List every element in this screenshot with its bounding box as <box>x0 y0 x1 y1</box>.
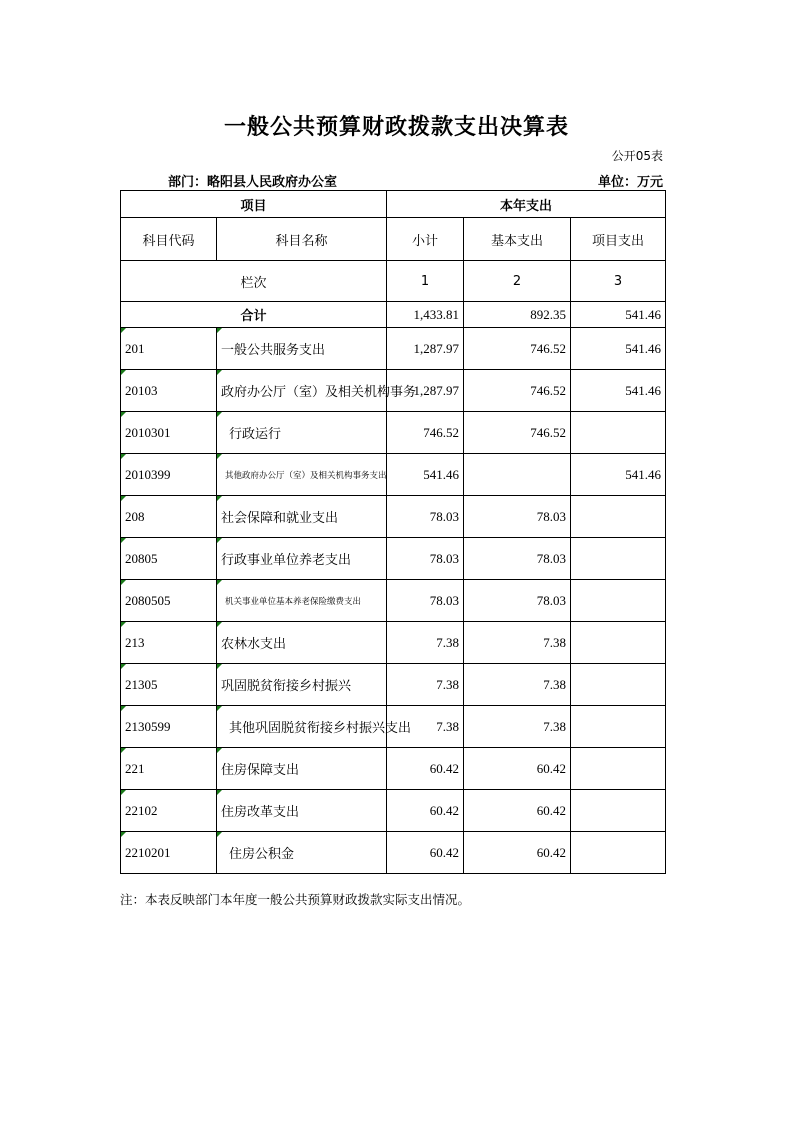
cell-marker-icon <box>217 664 222 669</box>
row-name <box>217 748 387 790</box>
row-code <box>121 412 217 454</box>
cell-marker-icon <box>121 664 126 669</box>
row-subtotal-text: 60.42 <box>429 760 460 776</box>
row-project-text: 541.46 <box>625 382 662 398</box>
cell-marker-icon <box>121 832 126 837</box>
total-label: 合计 <box>121 302 387 328</box>
row-subtotal <box>387 580 464 622</box>
table-row <box>121 748 666 790</box>
row-code-text: 221 <box>125 760 145 776</box>
table-row <box>121 580 666 622</box>
row-project <box>571 832 666 874</box>
cell-marker-icon <box>217 832 222 837</box>
row-code <box>121 790 217 832</box>
row-subtotal <box>387 496 464 538</box>
cell-marker-icon <box>121 580 126 585</box>
row-name <box>217 412 387 454</box>
row-code-text: 213 <box>125 634 145 650</box>
row-name <box>217 370 417 412</box>
row-name-text: 社会保障和就业支出 <box>221 511 339 526</box>
cell-marker-icon <box>121 748 126 753</box>
row-basic <box>464 622 571 664</box>
header-subtotal: 小计 <box>387 218 464 261</box>
column-index-1: 1 <box>387 261 464 302</box>
cell-marker-icon <box>217 454 222 459</box>
row-basic <box>464 538 571 580</box>
department-label: 部门：略阳县人民政府办公室 <box>168 175 338 190</box>
row-code-text: 2210201 <box>125 844 171 860</box>
row-code <box>121 832 217 874</box>
total-subtotal: 1,433.81 <box>387 302 464 328</box>
row-code-text: 2010399 <box>125 466 171 482</box>
row-name <box>217 454 387 496</box>
row-project <box>571 454 666 496</box>
cell-marker-icon <box>217 496 222 501</box>
cell-marker-icon <box>217 580 222 585</box>
row-subtotal-text: 78.03 <box>429 508 460 524</box>
table-row <box>121 664 666 706</box>
row-subtotal <box>387 664 464 706</box>
cell-marker-icon <box>121 706 126 711</box>
cell-marker-icon <box>217 748 222 753</box>
column-index-label: 栏次 <box>121 261 387 302</box>
header-code: 科目代码 <box>121 218 217 261</box>
row-code-text: 22102 <box>125 802 158 818</box>
row-project <box>571 664 666 706</box>
row-name-text: 巩固脱贫衔接乡村振兴 <box>221 679 352 694</box>
row-subtotal-text: 60.42 <box>429 844 460 860</box>
row-name-text: 一般公共服务支出 <box>221 343 326 358</box>
table-row <box>121 370 666 412</box>
expenditure-table <box>120 190 666 874</box>
cell-marker-icon <box>217 622 222 627</box>
cell-marker-icon <box>217 706 222 711</box>
table-row <box>121 538 666 580</box>
column-index-2: 2 <box>464 261 571 302</box>
row-code <box>121 328 217 370</box>
row-basic <box>464 790 571 832</box>
total-project: 541.46 <box>571 302 666 328</box>
row-subtotal <box>387 370 464 412</box>
cell-marker-icon <box>217 412 222 417</box>
header-row-1 <box>121 191 666 218</box>
row-subtotal-text: 60.42 <box>429 802 460 818</box>
row-basic <box>464 706 571 748</box>
table-row <box>121 832 666 874</box>
row-name <box>217 664 387 706</box>
table-row <box>121 706 666 748</box>
header-annual: 本年支出 <box>387 191 666 218</box>
row-subtotal-text: 746.52 <box>423 424 460 440</box>
cell-marker-icon <box>121 622 126 627</box>
row-subtotal <box>387 790 464 832</box>
row-subtotal <box>387 328 464 370</box>
row-basic <box>464 580 571 622</box>
form-number: 公开05表 <box>611 149 663 163</box>
row-code-text: 208 <box>125 508 145 524</box>
row-basic-text: 7.38 <box>543 634 567 650</box>
row-code-text: 2080505 <box>125 592 171 608</box>
row-name-text: 住房改革支出 <box>221 805 300 820</box>
row-code-text: 2010301 <box>125 424 171 440</box>
row-basic <box>464 412 571 454</box>
row-name-text: 行政事业单位养老支出 <box>221 553 352 568</box>
row-project <box>571 790 666 832</box>
cell-marker-icon <box>217 790 222 795</box>
cell-marker-icon <box>121 790 126 795</box>
cell-marker-icon <box>121 454 126 459</box>
row-subtotal-text: 7.38 <box>436 718 460 734</box>
row-name <box>217 706 412 748</box>
column-index-3: 3 <box>571 261 666 302</box>
table-row <box>121 622 666 664</box>
row-project <box>571 580 666 622</box>
row-project <box>571 496 666 538</box>
row-subtotal <box>387 454 464 496</box>
table-row <box>121 454 666 496</box>
row-basic-text: 746.52 <box>530 382 567 398</box>
row-subtotal <box>387 748 464 790</box>
row-basic <box>464 664 571 706</box>
header-project: 项目支出 <box>571 218 666 261</box>
row-basic-text: 78.03 <box>536 550 567 566</box>
row-name <box>217 790 387 832</box>
unit-label: 单位：万元 <box>597 175 663 190</box>
row-subtotal-text: 7.38 <box>436 676 460 692</box>
row-basic-text: 7.38 <box>543 676 567 692</box>
cell-marker-icon <box>217 370 222 375</box>
total-row <box>121 302 666 328</box>
row-name <box>217 496 387 538</box>
row-basic <box>464 832 571 874</box>
row-code-text: 201 <box>125 340 145 356</box>
row-name <box>217 832 387 874</box>
row-code <box>121 538 217 580</box>
row-project <box>571 370 666 412</box>
cell-marker-icon <box>121 538 126 543</box>
row-name-text: 行政运行 <box>229 427 282 442</box>
row-code <box>121 370 217 412</box>
row-name-text: 住房公积金 <box>229 847 295 862</box>
row-name-text: 住房保障支出 <box>221 763 300 778</box>
row-project <box>571 538 666 580</box>
row-subtotal-text: 78.03 <box>429 592 460 608</box>
cell-marker-icon <box>121 328 126 333</box>
row-code <box>121 706 217 748</box>
page-title: 一般公共预算财政拨款支出决算表 <box>223 115 569 140</box>
row-code <box>121 664 217 706</box>
footnote: 注：本表反映部门本年度一般公共预算财政拨款实际支出情况。 <box>120 892 471 907</box>
row-subtotal <box>387 832 464 874</box>
row-code-text: 20805 <box>125 550 158 566</box>
row-basic-text: 60.42 <box>536 802 567 818</box>
row-code <box>121 580 217 622</box>
row-name-text: 农林水支出 <box>221 637 287 652</box>
row-basic-text: 78.03 <box>536 592 567 608</box>
row-subtotal <box>387 622 464 664</box>
row-project-text: 541.46 <box>625 340 662 356</box>
cell-marker-icon <box>217 328 222 333</box>
row-name <box>217 580 387 622</box>
row-name <box>217 622 387 664</box>
row-basic-text: 7.38 <box>543 718 567 734</box>
cell-marker-icon <box>121 370 126 375</box>
row-basic-text: 60.42 <box>536 844 567 860</box>
row-name <box>217 538 387 580</box>
row-subtotal <box>387 412 464 454</box>
row-basic-text: 78.03 <box>536 508 567 524</box>
header-name: 科目名称 <box>217 218 387 261</box>
row-project <box>571 748 666 790</box>
row-project <box>571 328 666 370</box>
row-name-text: 其他政府办公厅（室）及相关机构事务支出 <box>225 470 387 481</box>
row-subtotal-text: 7.38 <box>436 634 460 650</box>
table-row <box>121 328 666 370</box>
row-name <box>217 328 387 370</box>
row-code <box>121 622 217 664</box>
row-basic <box>464 496 571 538</box>
row-code-text: 21305 <box>125 676 158 692</box>
row-project <box>571 622 666 664</box>
cell-marker-icon <box>121 496 126 501</box>
row-subtotal-text: 1,287.97 <box>413 340 460 356</box>
row-basic-text: 60.42 <box>536 760 567 776</box>
row-name-text: 机关事业单位基本养老保险缴费支出 <box>225 596 362 607</box>
row-subtotal <box>387 706 464 748</box>
header-item: 项目 <box>121 191 387 218</box>
row-subtotal-text: 78.03 <box>429 550 460 566</box>
cell-marker-icon <box>121 412 126 417</box>
row-name-text: 政府办公厅（室）及相关机构事务 <box>221 385 417 400</box>
row-project-text: 541.46 <box>625 466 662 482</box>
row-basic-text: 746.52 <box>530 424 567 440</box>
total-basic: 892.35 <box>464 302 571 328</box>
row-basic-text: 746.52 <box>530 340 567 356</box>
row-subtotal-text: 1,287.97 <box>413 382 460 398</box>
row-project <box>571 706 666 748</box>
table-row <box>121 412 666 454</box>
row-name-text: 其他巩固脱贫衔接乡村振兴支出 <box>229 721 412 736</box>
row-basic <box>464 748 571 790</box>
row-code <box>121 496 217 538</box>
row-code-text: 2130599 <box>125 718 171 734</box>
row-project <box>571 412 666 454</box>
row-subtotal <box>387 538 464 580</box>
row-code <box>121 454 217 496</box>
row-code-text: 20103 <box>125 382 158 398</box>
table-row <box>121 790 666 832</box>
row-code <box>121 748 217 790</box>
header-row-2 <box>121 218 666 261</box>
header-basic: 基本支出 <box>464 218 571 261</box>
cell-marker-icon <box>217 538 222 543</box>
row-subtotal-text: 541.46 <box>423 466 460 482</box>
row-basic <box>464 328 571 370</box>
table-row <box>121 496 666 538</box>
column-index-row <box>121 261 666 302</box>
row-basic <box>464 370 571 412</box>
row-basic <box>464 454 571 496</box>
